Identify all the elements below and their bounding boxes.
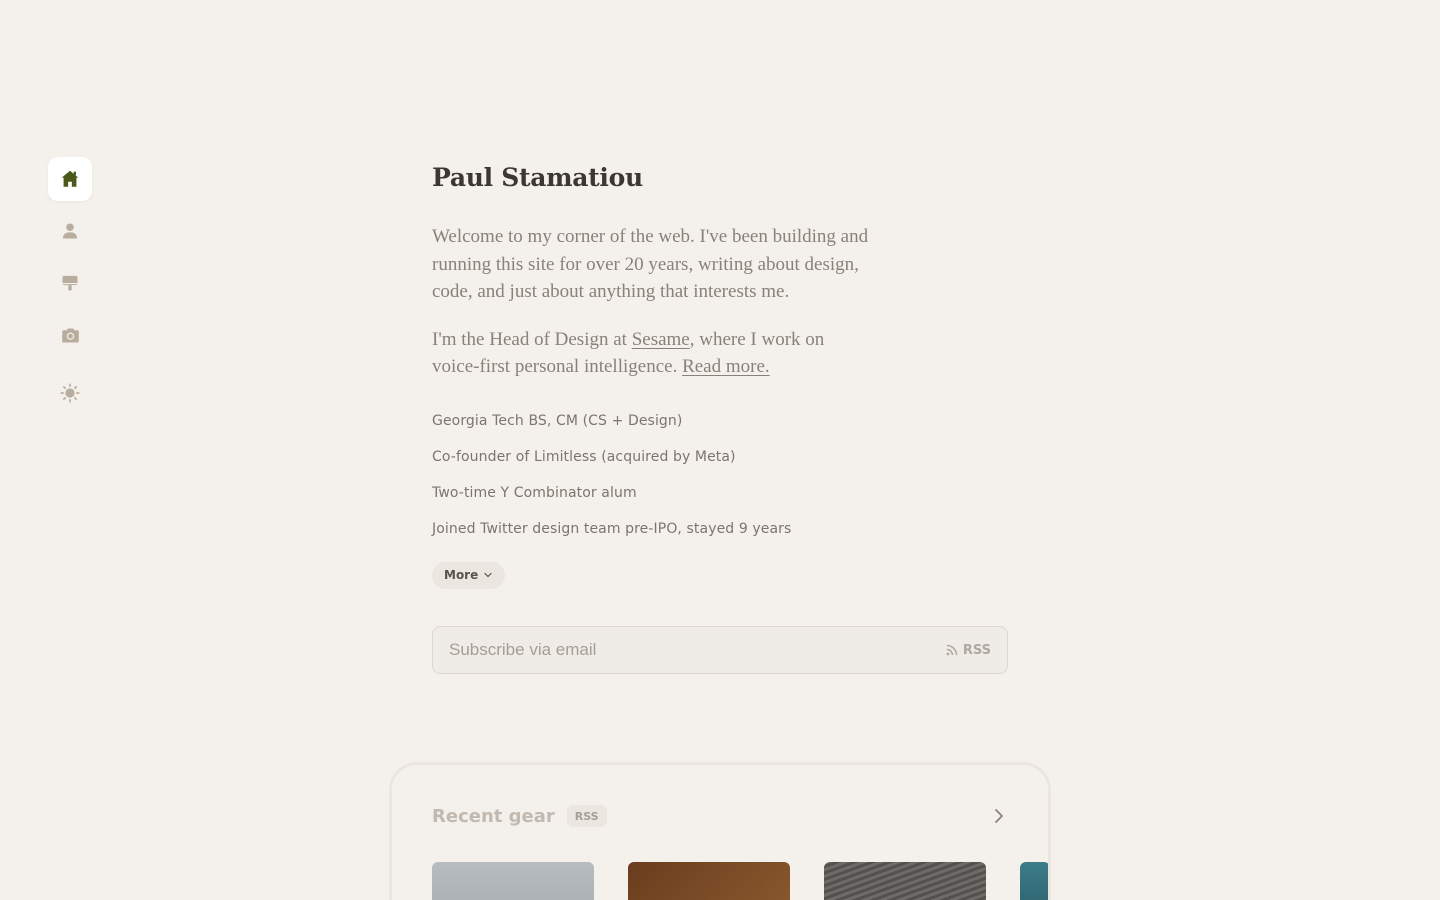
main-content [432,160,1032,589]
fact-item: Georgia Tech BS, CM (CS + Design) [432,412,683,429]
chevron-right-icon[interactable] [990,807,1008,825]
gear-thumbnail[interactable] [628,862,790,900]
page-title: Paul Stamatiou [432,163,643,192]
recent-gear-title: Recent gear [432,805,555,827]
fact-item: Two-time Y Combinator alum [432,484,637,501]
gear-thumbnail[interactable] [432,862,594,900]
camera-icon [60,325,81,346]
gear-thumbnail[interactable] [824,862,986,900]
role-suffix: , where I work on voice-first personal intelligence. [432,328,825,377]
subscribe-box [432,626,1008,674]
fact-item: Joined Twitter design team pre-IPO, stayed 9 years [432,520,792,537]
nav-about-button[interactable] [48,209,92,253]
home-icon [59,168,81,190]
chevron-down-icon [483,570,493,580]
rss-link[interactable] [946,643,991,658]
gear-thumbnail[interactable] [1020,862,1050,900]
rss-icon [946,644,958,656]
gear-thumbnails [432,862,1050,900]
person-icon [60,221,80,241]
email-subscribe-input[interactable] [449,640,849,660]
facts-list [432,411,1032,539]
more-label: More [444,568,479,582]
more-button[interactable] [432,562,505,589]
intro-paragraph: Welcome to my corner of the web. I've been building and running this site for over 20 years, writing about design, code, and just about anything that interests me. [432,226,869,302]
rss-label: RSS [962,642,991,658]
fact-item: Co-founder of Limitless (acquired by Meta) [432,448,736,465]
sun-icon [59,382,81,404]
theme-toggle-button[interactable] [48,371,92,415]
recent-gear-header [432,805,1008,827]
nav-photos-button[interactable] [48,313,92,357]
role-prefix: I'm the Head of Design at [432,328,632,350]
role-paragraph [432,326,832,381]
recent-gear-card [389,762,1051,900]
sesame-link[interactable]: Sesame [631,328,690,350]
read-more-link[interactable]: Read more. [682,356,770,377]
sign-icon [60,273,80,293]
nav-home-button[interactable] [48,157,92,201]
recent-gear-rss-badge[interactable]: RSS [567,805,607,827]
sidebar-nav [48,157,92,423]
nav-writing-button[interactable] [48,261,92,305]
